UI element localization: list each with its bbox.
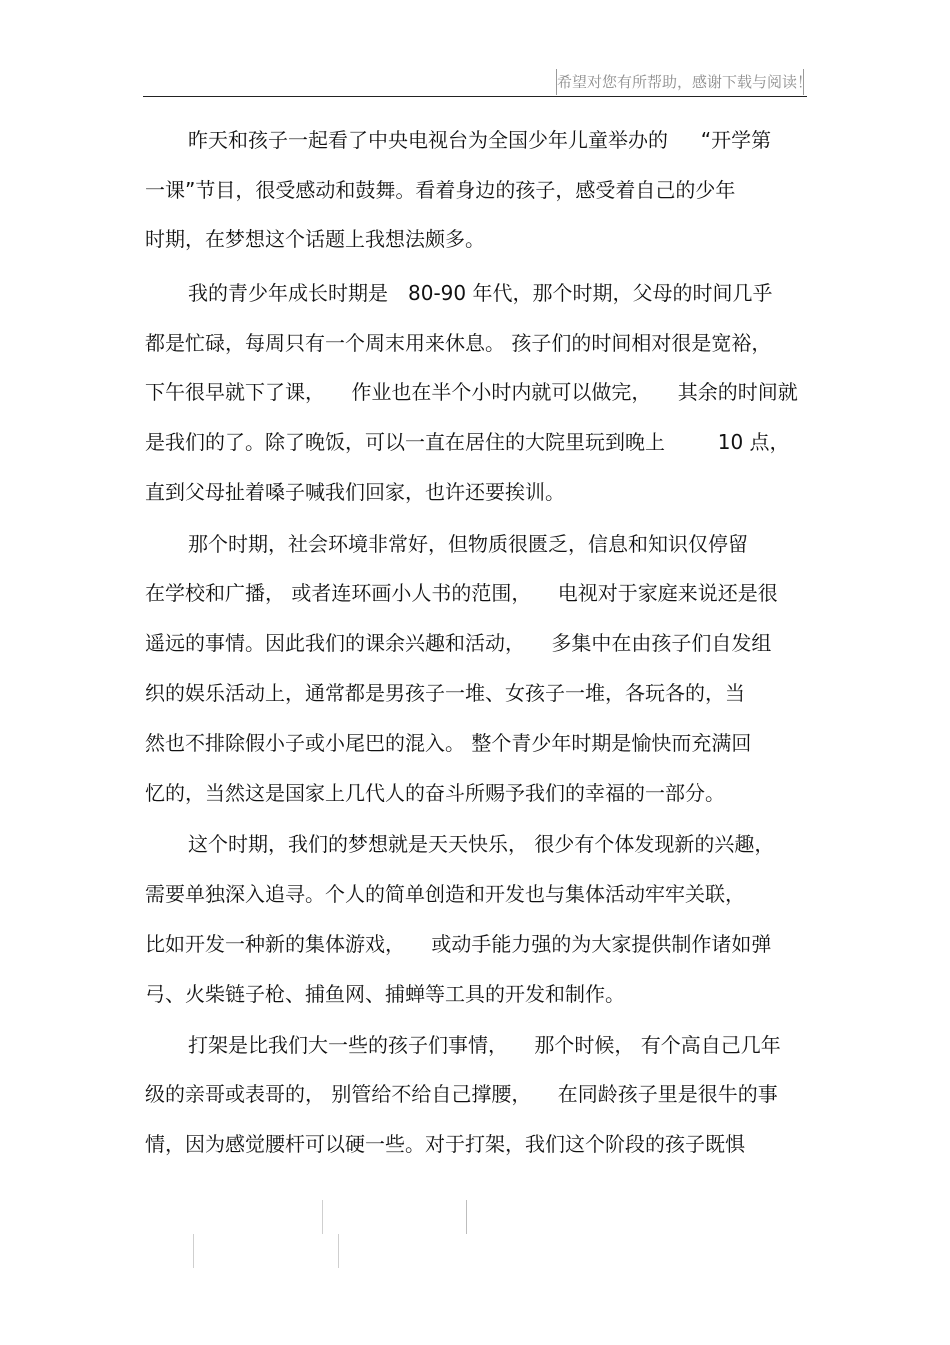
scan-mark <box>193 1234 194 1268</box>
text-line: 然也不排除假小子或小尾巴的混入。 整个青少年时期是愉快而充满回 <box>145 731 752 755</box>
scan-mark <box>338 1234 339 1268</box>
text-line: 织的娱乐活动上，通常都是男孩子一堆、女孩子一堆，各玩各的，当 <box>145 681 745 705</box>
text-line: 都是忙碌，每周只有一个周末用来休息。 孩子们的时间相对很是宽裕， <box>145 331 772 355</box>
text-line: 忆的，当然这是国家上几代人的奋斗所赐予我们的幸福的一部分。 <box>145 781 725 805</box>
text-line: 这个时期，我们的梦想就是天天快乐， 很少有个体发现新的兴趣， <box>188 832 775 856</box>
header-note-box <box>556 69 813 95</box>
header-note: 希望对您有所帮助，感谢下载与阅读！ <box>557 73 813 91</box>
text-line: 级的亲哥或表哥的， 别管给不给自己撑腰， 在同龄孩子里是很牛的事 <box>145 1082 778 1106</box>
text-line: 昨天和孩子一起看了中央电视台为全国少年儿童举办的 “开学第 <box>188 128 772 152</box>
text-line: 是我们的了。除了晚饭，可以一直在居住的大院里玩到晚上 10 点， <box>145 430 790 454</box>
scan-mark <box>322 1200 323 1234</box>
text-line: 时期，在梦想这个话题上我想法颇多。 <box>145 227 485 251</box>
text-line: 比如开发一种新的集体游戏， 或动手能力强的为大家提供制作诸如弹 <box>145 932 772 956</box>
text-line: 情，因为感觉腰杆可以硬一些。对于打架，我们这个阶段的孩子既惧 <box>145 1132 745 1156</box>
header-rule <box>143 96 807 97</box>
text-line: 需要单独深入追寻。个人的简单创造和开发也与集体活动牢牢关联， <box>145 882 745 906</box>
text-line: 直到父母扯着嗓子喊我们回家，也许还要挨训。 <box>145 480 565 504</box>
text-line: 下午很早就下了课， 作业也在半个小时内就可以做完， 其余的时间就 <box>145 380 798 404</box>
text-line: 遥远的事情。因此我们的课余兴趣和活动， 多集中在由孩子们自发组 <box>145 631 772 655</box>
text-line: 一课”节目，很受感动和鼓舞。看着身边的孩子，感受着自己的少年 <box>145 178 736 202</box>
text-line: 在学校和广播， 或者连环画小人书的范围， 电视对于家庭来说还是很 <box>145 581 778 605</box>
text-line: 打架是比我们大一些的孩子们事情， 那个时候， 有个高自己几年 <box>188 1033 781 1057</box>
text-line: 我的青少年成长时期是 80-90 年代，那个时期，父母的时间几乎 <box>188 281 773 305</box>
scan-mark <box>466 1200 467 1234</box>
text-line: 弓、火柴链子枪、捕鱼网、捕蝉等工具的开发和制作。 <box>145 982 625 1006</box>
text-line: 那个时期，社会环境非常好，但物质很匮乏，信息和知识仅停留 <box>188 532 748 556</box>
